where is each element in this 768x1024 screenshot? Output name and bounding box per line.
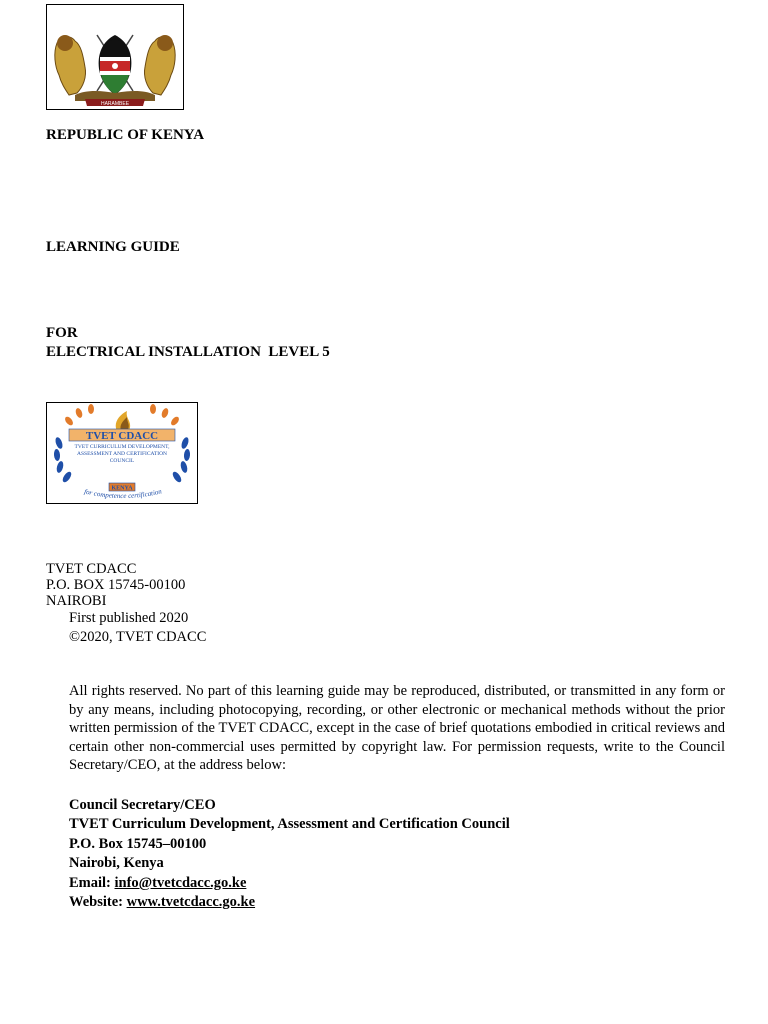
first-published: First published 2020 [69, 610, 189, 626]
publisher-city: NAIROBI [46, 593, 107, 609]
cdacc-logo-sub3: COUNCIL [109, 458, 135, 464]
contact-email-row [69, 874, 510, 893]
kenya-coat-of-arms-icon [47, 5, 183, 109]
for-label: FOR [46, 325, 78, 341]
cdacc-logo-sub1: TVET CURRICULUM DEVELOPMENT, [74, 444, 170, 450]
contact-city: Nairobi, Kenya [69, 855, 164, 872]
publisher-box: P.O. BOX 15745-00100 [46, 577, 186, 593]
publisher-name: TVET CDACC [46, 561, 137, 577]
cdacc-logo-sub2: ASSESSMENT AND CERTIFICATION [76, 451, 168, 457]
contact-title: Council Secretary/CEO [69, 797, 216, 813]
contact-website-row [69, 893, 510, 912]
learning-guide-heading: LEARNING GUIDE [46, 239, 180, 255]
course-title: ELECTRICAL INSTALLATION LEVEL 5 [46, 344, 330, 360]
publisher-block [46, 561, 185, 609]
copyright-line: ©2020, TVET CDACC [69, 629, 207, 645]
email-link[interactable]: info@tvetcdacc.go.ke [114, 874, 247, 891]
tvet-cdacc-logo-icon [47, 403, 197, 503]
cdacc-logo-tagline: for competence certification [83, 487, 163, 501]
email-label: Email: [69, 874, 115, 891]
website-label: Website: [69, 894, 127, 911]
country-heading: REPUBLIC OF KENYA [46, 127, 205, 143]
coat-of-arms-frame [46, 4, 184, 110]
contact-box: P.O. Box 15745–00100 [69, 835, 207, 852]
rights-paragraph: All rights reserved. No part of this learning guide may be reproduced, distributed, or transmitted in any form or by any means, including photocopying, recording, or other electronic or mechanical methods without the prior written permission of the TVET CDACC, except in the case of brief quotations embodied in critical reviews and certain other non-commercial uses permitted by copyright law. For permission requests, write to the Council Secretary/CEO, at the address below: [69, 683, 725, 773]
cdacc-logo-name: TVET CDACC [85, 430, 159, 442]
cdacc-logo-country: KENYA [111, 485, 133, 492]
cdacc-logo-frame [46, 402, 198, 504]
website-link[interactable]: www.tvetcdacc.go.ke [126, 894, 256, 911]
contact-org: TVET Curriculum Development, Assessment and Certification Council [69, 816, 510, 833]
contact-block [69, 796, 510, 912]
emblem-motto: HARAMBEE [100, 101, 130, 107]
